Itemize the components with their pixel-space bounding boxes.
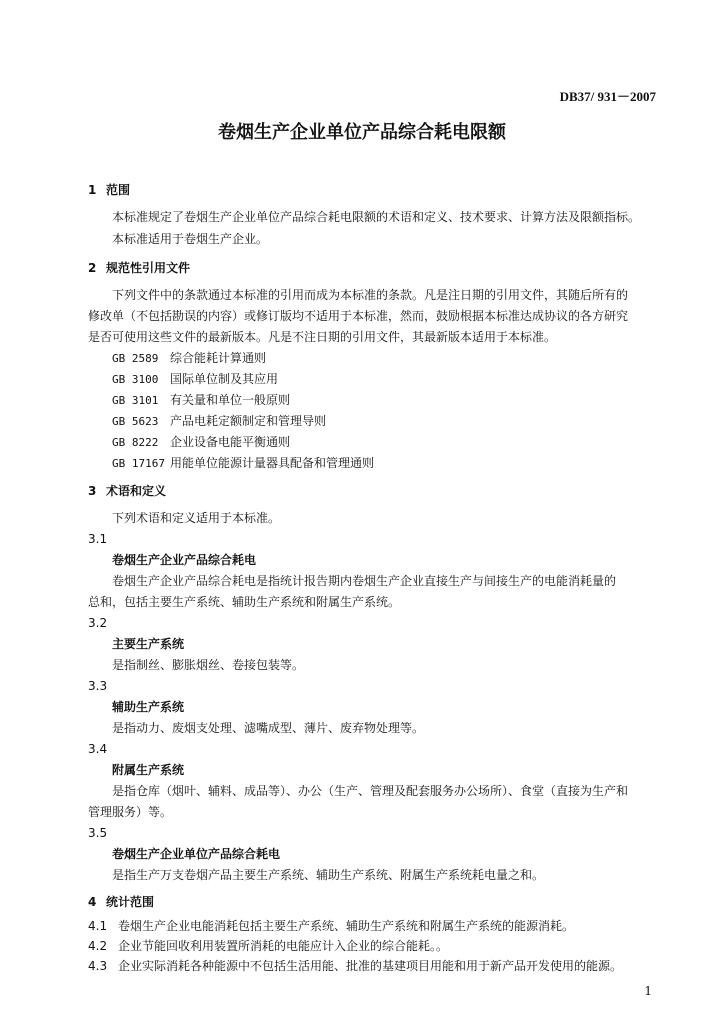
clause-text: 卷烟生产企业电能消耗包括主要生产系统、辅助生产系统和附属生产系统的能源消耗。 — [118, 919, 575, 933]
section-1-paragraph: 本标准适用于卷烟生产企业。 — [112, 232, 269, 246]
term-definition: 是指仓库（烟叶、辅料、成品等）、办公（生产、管理及配套服务办公场所）、食堂（直接为生产和 — [112, 784, 629, 798]
reference-code: GB 17167 — [112, 457, 165, 470]
clause-text: 企业节能回收利用装置所消耗的电能应计入企业的综合能耗。。 — [118, 939, 449, 953]
reference-title: 国际单位制及其应用 — [170, 372, 279, 386]
clause-number: 4.3 — [88, 959, 108, 973]
term-name: 卷烟生产企业产品综合耗电 — [112, 553, 257, 567]
clause-number: 4.1 — [88, 919, 108, 933]
term-definition: 卷烟生产企业产品综合耗电是指统计报告期内卷烟生产企业直接生产与间接生产的电能消耗量的 — [112, 574, 617, 588]
section-3-heading: 术语和定义 — [106, 484, 167, 498]
section-2-number: 2 — [88, 261, 97, 275]
term-number: 3.4 — [88, 742, 108, 756]
section-2-text-line: 下列文件中的条款通过本标准的引用而成为本标准的条款。凡是注日期的引用文件，其随后所有的 — [112, 288, 629, 302]
reference-item — [112, 413, 326, 430]
reference-code: GB 5623 — [112, 415, 159, 428]
section-4-heading: 统计范围 — [106, 895, 155, 909]
section-1-number: 1 — [88, 183, 97, 197]
reference-title: 企业设备电能平衡通则 — [170, 435, 291, 449]
reference-item — [112, 350, 266, 367]
section-3-number: 3 — [88, 484, 97, 498]
reference-code: GB 8222 — [112, 436, 159, 449]
section-1-paragraph: 本标准规定了卷烟生产企业单位产品综合耗电限额的术语和定义、技术要求、计算方法及限额指标。 — [112, 210, 641, 224]
term-definition: 是指生产万支卷烟产品主要生产系统、辅助生产系统、附属生产系统耗电量之和。 — [112, 868, 545, 882]
term-definition: 总和，包括主要生产系统、辅助生产系统和附属生产系统。 — [88, 595, 401, 609]
reference-code: GB 2589 — [112, 352, 159, 365]
clause-number: 4.2 — [88, 939, 108, 953]
reference-item — [112, 371, 278, 388]
reference-code: GB 3101 — [112, 394, 159, 407]
term-name: 附属生产系统 — [112, 763, 185, 777]
page-number: 1 — [644, 984, 652, 998]
standard-code: DB37/ 931－2007 — [559, 89, 656, 104]
clause-text: 企业实际消耗各种能源中不包括生活用能、批准的基建项目用能和用于新产品开发使用的能源。 — [118, 959, 623, 973]
term-definition: 是指动力、废烟支处理、滤嘴成型、薄片、废弃物处理等。 — [112, 721, 425, 735]
term-number: 3.5 — [88, 826, 108, 840]
reference-item — [112, 455, 374, 472]
section-2-text-line: 修改单（不包括勘误的内容）或修订版均不适用于本标准，然而，鼓励根据本标准达成协议的各方研究 — [88, 309, 629, 323]
term-name: 辅助生产系统 — [112, 700, 185, 714]
term-definition: 管理服务）等。 — [88, 805, 173, 819]
section-4-number: 4 — [88, 895, 97, 909]
term-number: 3.3 — [88, 679, 108, 693]
reference-title: 有关量和单位一般原则 — [170, 393, 291, 407]
term-number: 3.2 — [88, 616, 108, 630]
section-3-intro: 下列术语和定义适用于本标准。 — [112, 511, 281, 525]
term-name: 卷烟生产企业单位产品综合耗电 — [112, 847, 281, 861]
section-2-heading: 规范性引用文件 — [106, 261, 191, 275]
section-2-text-line: 是否可使用这些文件的最新版本。凡是不注日期的引用文件，其最新版本适用于本标准。 — [88, 330, 557, 344]
reference-title: 综合能耗计算通则 — [170, 351, 267, 365]
term-name: 主要生产系统 — [112, 637, 185, 651]
reference-item — [112, 392, 290, 409]
document-title: 卷烟生产企业单位产品综合耗电限额 — [218, 122, 506, 143]
section-1-heading: 范围 — [106, 183, 131, 197]
term-number: 3.1 — [88, 532, 108, 546]
reference-title: 产品电耗定额制定和管理导则 — [170, 414, 327, 428]
term-definition: 是指制丝、膨胀烟丝、卷接包装等。 — [112, 658, 305, 672]
reference-title: 用能单位能源计量器具配备和管理通则 — [170, 456, 375, 470]
reference-code: GB 3100 — [112, 373, 159, 386]
reference-item — [112, 434, 290, 451]
